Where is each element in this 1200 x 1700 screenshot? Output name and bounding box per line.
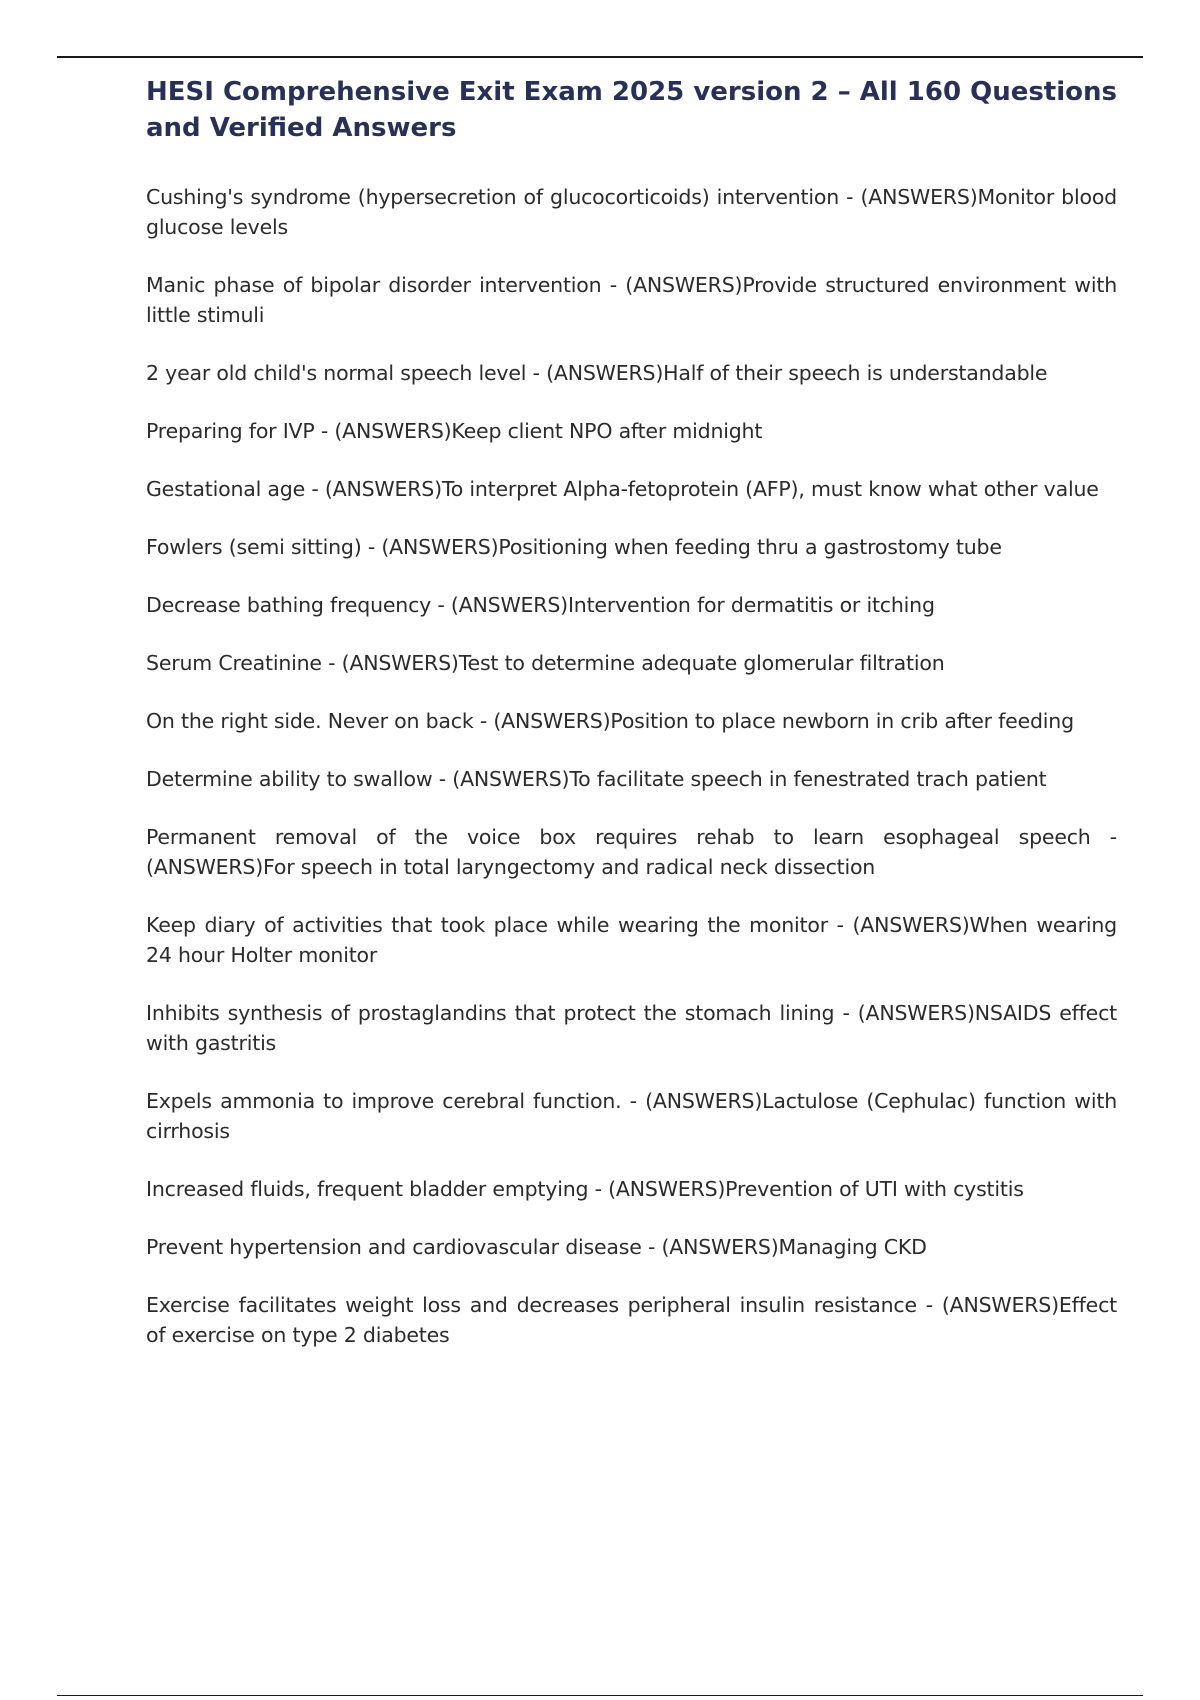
qa-item: Keep diary of activities that took place while wearing the monitor - (ANSWERS)When wearing 24 hour Holter monitor <box>146 913 1117 967</box>
qa-item: 2 year old child's normal speech level - (ANSWERS)Half of their speech is understandable <box>146 361 1048 385</box>
qa-item: Manic phase of bipolar disorder intervention - (ANSWERS)Provide structured environment with little stimuli <box>146 273 1117 327</box>
document-title: HESI Comprehensive Exit Exam 2025 version 2 – All 160 Questions and Verified Answers <box>146 77 1117 143</box>
qa-item: Exercise facilitates weight loss and decreases peripheral insulin resistance - (ANSWERS)Effect of exercise on type 2 diabetes <box>146 1293 1117 1347</box>
document-body <box>146 74 1117 1378</box>
qa-item: Decrease bathing frequency - (ANSWERS)Intervention for dermatitis or itching <box>146 593 935 617</box>
qa-item: Permanent removal of the voice box requires rehab to learn esophageal speech - (ANSWERS)For speech in total laryngectomy and radical neck dissection <box>146 825 1117 879</box>
qa-item: On the right side. Never on back - (ANSWERS)Position to place newborn in crib after feeding <box>146 709 1074 733</box>
qa-item: Preparing for IVP - (ANSWERS)Keep client NPO after midnight <box>146 419 763 443</box>
qa-list <box>146 182 1117 1350</box>
qa-item: Increased fluids, frequent bladder emptying - (ANSWERS)Prevention of UTI with cystitis <box>146 1177 1024 1201</box>
top-rule <box>57 56 1143 58</box>
qa-item: Serum Creatinine - (ANSWERS)Test to determine adequate glomerular filtration <box>146 651 945 675</box>
qa-item: Gestational age - (ANSWERS)To interpret Alpha-fetoprotein (AFP), must know what other value <box>146 477 1099 501</box>
qa-item: Fowlers (semi sitting) - (ANSWERS)Positioning when feeding thru a gastrostomy tube <box>146 535 1002 559</box>
qa-item: Expels ammonia to improve cerebral function. - (ANSWERS)Lactulose (Cephulac) function with cirrhosis <box>146 1089 1117 1143</box>
qa-item: Determine ability to swallow - (ANSWERS)To facilitate speech in fenestrated trach patient <box>146 767 1047 791</box>
qa-item: Prevent hypertension and cardiovascular disease - (ANSWERS)Managing CKD <box>146 1235 927 1259</box>
qa-item: Inhibits synthesis of prostaglandins that protect the stomach lining - (ANSWERS)NSAIDS effect with gastritis <box>146 1001 1117 1055</box>
qa-item: Cushing's syndrome (hypersecretion of glucocorticoids) intervention - (ANSWERS)Monitor blood glucose levels <box>146 185 1117 239</box>
bottom-rule <box>57 1695 1143 1696</box>
